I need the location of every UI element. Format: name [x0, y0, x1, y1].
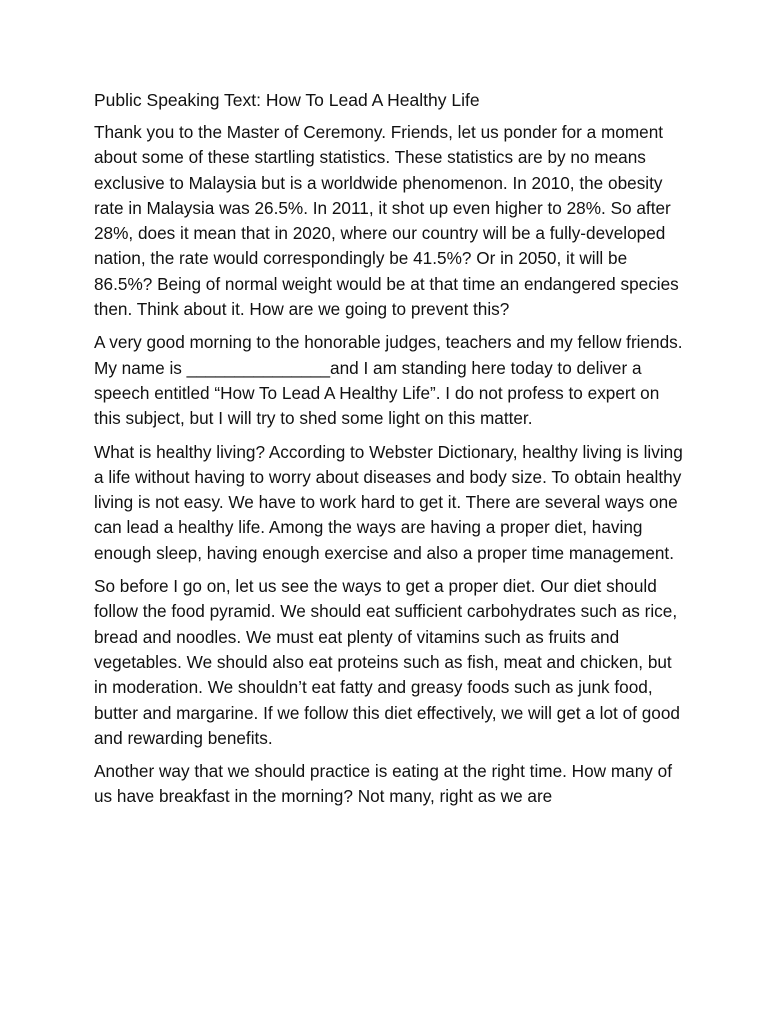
document-title: Public Speaking Text: How To Lead A Healthy Life [94, 90, 480, 110]
paragraph-healthy-living-definition: What is healthy living? According to Webster Dictionary, healthy living is living a life without having to worry about diseases and body size. To obtain healthy living is not easy. We have to work hard to get it. There are several ways one can lead a healthy life. Among the ways are having a proper diet, having enough sleep, having enough exercise and also a proper time management. [94, 441, 683, 563]
document-body [94, 120, 684, 818]
paragraph-proper-diet: So before I go on, let us see the ways to get a proper diet. Our diet should follow the food pyramid. We should eat sufficient carbohydrates such as rice, bread and noodles. We must eat plenty of vitamins such as fruits and vegetables. We should also eat proteins such as fish, meat and chicken, but in moderation. We shouldn’t eat fatty and greasy foods such as junk food, butter and margarine. If we follow this diet effectively, we will get a lot of good and rewarding benefits. [94, 576, 680, 748]
paragraph-eating-right-time: Another way that we should practice is eating at the right time. How many of us have breakfast in the morning? Not many, right as we are [94, 761, 672, 807]
paragraph-intro-statistics: Thank you to the Master of Ceremony. Friends, let us ponder for a moment about some of these startling statistics. These statistics are by no means exclusive to Malaysia but is a worldwide phenomenon. In 2010, the obesity rate in Malaysia was 26.5%. In 2011, it shot up even higher to 28%. So after 28%, does it mean that in 2020, where our country will be a fully-developed nation, the rate would correspondingly be 41.5%? Or in 2050, it will be 86.5%? Being of normal weight would be at that time an endangered species then. Think about it. How are we going to prevent this? [94, 122, 679, 320]
paragraph-greeting: A very good morning to the honorable judges, teachers and my fellow friends. My name is _______________and I am standing here today to deliver a speech entitled “How To Lead A Healthy Life”. I do not profess to expert on this subject, but I will try to shed some light on this matter. [94, 332, 683, 429]
